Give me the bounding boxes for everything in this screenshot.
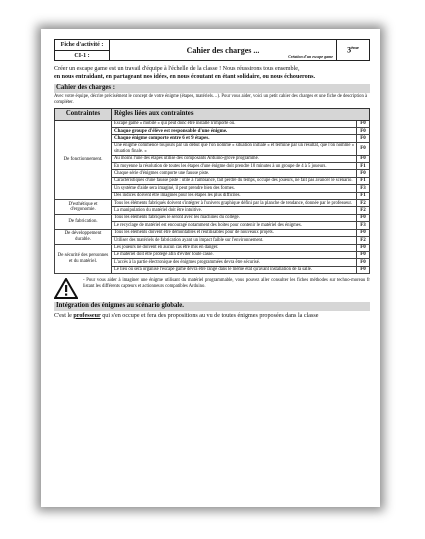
rule-code: F0 [356, 170, 369, 177]
rule-text: Tous les éléments fabriqués doivent s'intégrer à l'univers graphique défini par la planche de tendance, donnée par le professeur. [112, 200, 357, 207]
rule-code: F0 [356, 214, 369, 221]
table-row [55, 229, 370, 236]
rule-code: F2 [356, 237, 369, 244]
intro-line-1: Créer un escape game est un travail d'équipe à l'échelle de la classe ! Nous réussirons tous ensemble, [54, 66, 300, 72]
rule-code: F2 [356, 200, 369, 207]
rule-text: Chaque groupe d'élève est responsable d'une énigme. [112, 128, 357, 135]
column-header-rules: Règles liées aux contraintes [112, 108, 370, 120]
warning-note [54, 278, 370, 299]
rule-code: F2 [356, 207, 369, 214]
integration-emphasis: professeur [73, 312, 101, 319]
activity-label: Fiche d'activité : [55, 40, 110, 51]
rule-text: L'accès à la partie électronique des énigmes programmées devra être sécurisé. [112, 259, 357, 266]
constraint-category: De fabrication. [55, 214, 112, 229]
header-table [54, 39, 370, 61]
integration-prefix: C'est le [54, 312, 74, 319]
grade-suffix: ème [351, 45, 359, 51]
rule-text: Caractéristiques d'une fausse piste : utile à l'ambiance, fait perdre du temps, occupe des joueurs, ne fait pas avancer le scénario. [112, 177, 357, 184]
column-header-constraints: Contraintes [55, 108, 112, 120]
rule-code: F0 [356, 128, 369, 135]
rule-code: F0 [356, 266, 369, 273]
constraint-category: De sécurité des personnes et du matériel. [55, 244, 112, 274]
rule-text: Les joueurs ne doivent en aucun cas être mis en danger. [112, 244, 357, 251]
table-row [55, 214, 370, 221]
cahier-text: Avec votre équipe, décrire précisément le concept de votre énigme (étapes, matériels…). Pour vous aider, voici un petit cahier des charges et une fiche de description à compléter. [54, 93, 368, 105]
rule-text: Tous les éléments doivent être démontables et réutilisables pour de nouveaux projets. [112, 229, 357, 236]
rule-code: F0 [356, 229, 369, 236]
rule-text: Chaque série d'énigmes comporte une fausse piste. [112, 170, 357, 177]
rule-code: F0 [356, 135, 369, 142]
rule-text: Le recyclage de matériel est encouragé notamment des boites pour contenir le matériel des énigmes. [112, 222, 357, 229]
rule-text: Des indices doivent être imaginés pour les étapes les plus difficiles. [112, 192, 357, 199]
rule-code: F0 [356, 244, 369, 251]
rule-code: F0 [356, 251, 369, 258]
rule-text: Une énigme commence toujours par un début que l'on nomme « situation initiale » et termine par un résultat, que l'on nomme « situation finale. » [112, 142, 357, 155]
rule-text: Utiliser des matériels de fabrication ayant un impact faible sur l'environnement. [112, 237, 357, 244]
document-page [41, 29, 380, 507]
constraints-table [54, 108, 370, 275]
rule-code: F0 [356, 259, 369, 266]
rule-code: F0 [356, 142, 369, 155]
intro-line-2: en nous entraidant, en partageant nos idées, en nous écoutant en étant solidaire, ou nous échouerons. [54, 73, 315, 80]
table-row [55, 200, 370, 207]
rule-text: Le lieu où sera organisé l'escape game devra être rangé dans le même état qu'avant installation de la salle. [112, 266, 357, 273]
title-text: Cahier des charges ... [186, 45, 260, 55]
rule-code: F3 [356, 222, 369, 229]
rule-code: F1 [356, 192, 369, 199]
rule-text: La manipulation du matériel doit être intuitive. [112, 207, 357, 214]
rule-code: F1 [356, 163, 369, 170]
rule-text: Escape game « mobile » qui peut donc être installé n'importe où. [112, 120, 357, 127]
rule-code: F0 [356, 120, 369, 127]
integration-heading: Intégration des énigmes au scénario globale. [54, 302, 370, 310]
grade-text: 3 [347, 45, 352, 55]
integration-suffix: qui s'en occupe et fera des propositions au vu de toutes énigmes proposées dans la classe [100, 312, 319, 319]
activity-code: CI-1 : [55, 51, 110, 61]
cahier-heading: Cahier des charges : [54, 84, 370, 92]
warning-text: - Pour vous aider à imaginer une énigme utilisant du matériel programmable, vous pouvez aller consulter les fiches méthodes sur techno-moreau fr listant les différents capteurs et actionneurs compatibles Arduino. [83, 278, 370, 289]
rule-text: Tous les éléments fabriqués le seront avec les machines du collège. [112, 214, 357, 221]
table-row [55, 244, 370, 251]
constraint-category: De fonctionnement. [55, 120, 112, 199]
table-row [55, 120, 370, 127]
rule-text: Chaque énigme comporte entre 6 et 9 étapes. [112, 135, 357, 142]
rule-code: F1 [356, 177, 369, 184]
grade-level [337, 40, 370, 61]
constraint-category: De développement durable. [55, 229, 112, 244]
page-title [110, 40, 337, 61]
rule-code: F3 [356, 185, 369, 192]
rule-text: Un système d'aide sera imaginé, il peut prendre bien des formes. [112, 185, 357, 192]
rule-text: En moyenne la résolution de toutes les étapes d'une énigme doit prendre 10 minutes à un groupe de 4 à 5 joueurs. [112, 163, 357, 170]
page-subtitle: Création d'un escape game [288, 54, 333, 59]
rule-text: Au moins l'une des étapes utilise des composants Arduino-grove programmé. [112, 155, 357, 162]
integration-text [54, 313, 370, 320]
rule-code: F0 [356, 155, 369, 162]
rule-text: Le matériel doit être protégé afin d'éviter toute casse. [112, 251, 357, 258]
warning-triangle-icon [54, 278, 78, 299]
intro-paragraph [54, 66, 370, 81]
constraint-category: D'esthétique et d'ergonomie. [55, 200, 112, 215]
